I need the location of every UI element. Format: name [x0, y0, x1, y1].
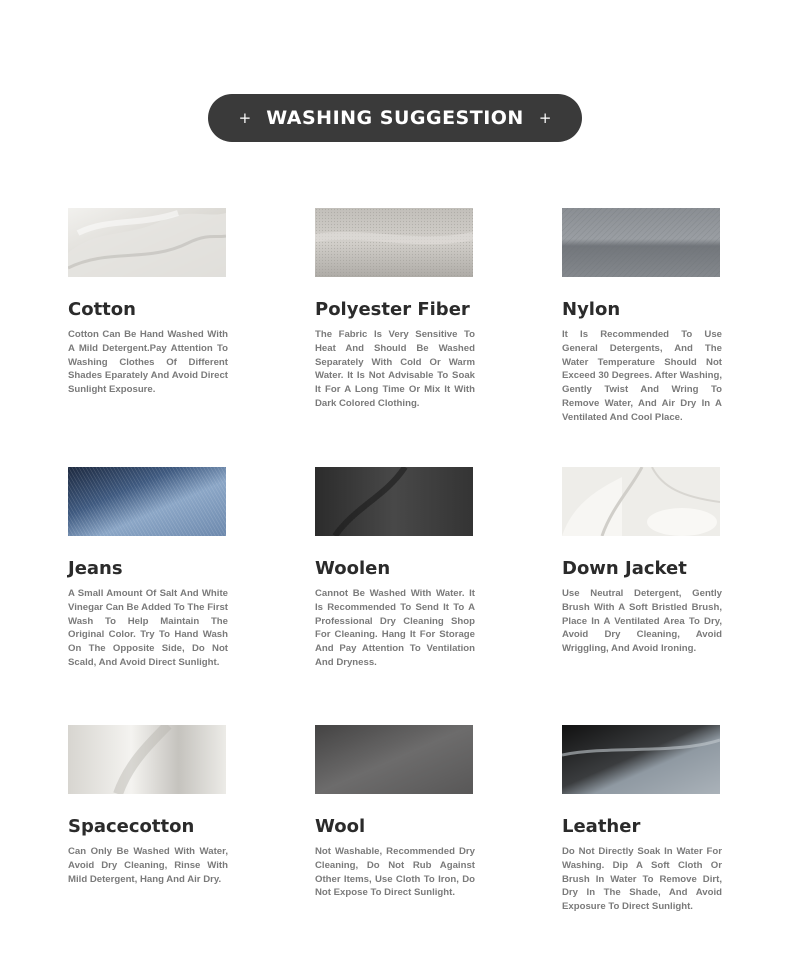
fabric-card-jeans: [68, 467, 243, 670]
fabric-description: Can Only Be Washed With Water, Avoid Dry Cleaning, Rinse With Mild Detergent, Hang And Air Dry.: [68, 846, 228, 885]
fabric-description: It Is Recommended To Use General Detergents, And The Water Temperature Should Not Exceed 30 Degrees. After Washing, Gently Twist And Wring To Remove Water, And Air Dry In A Ventilated And Cool Place.: [562, 329, 722, 423]
section-header: [208, 94, 582, 142]
jeans-fabric-swatch-icon: [68, 467, 226, 536]
fabric-name: Cotton: [68, 299, 136, 320]
fabric-name: Woolen: [315, 558, 391, 579]
plus-icon: +: [538, 108, 552, 127]
fabric-card-down-jacket: [562, 467, 737, 656]
fabric-description: Not Washable, Recommended Dry Cleaning, Do Not Rub Against Other Items, Use Cloth To Iron, Do Not Expose To Direct Sunlight.: [315, 846, 475, 899]
fabric-description: Cannot Be Washed With Water. It Is Recommended To Send It To A Professional Dry Cleaning Shop For Cleaning. Hang It For Storage And Pay Attention To Ventilation And Dryness.: [315, 588, 475, 668]
fabric-description: Do Not Directly Soak In Water For Washing. Dip A Soft Cloth Or Brush In Water To Remove Dirt, Dry In The Shade, And Avoid Exposure To Direct Sunlight.: [562, 846, 722, 913]
fabric-description: Use Neutral Detergent, Gently Brush With A Soft Bristled Brush, Place In A Ventilated Area To Dry, Avoid Dry Cleaning, Avoid Wriggling, And Avoid Ironing.: [562, 588, 722, 655]
fabric-card-cotton: [68, 208, 243, 397]
woolen-fabric-swatch-icon: [315, 467, 473, 536]
leather-fabric-swatch-icon: [562, 725, 720, 794]
fabric-description: A Small Amount Of Salt And White Vinegar Can Be Added To The First Wash To Help Maintain The Original Color. Try To Hand Wash On The Opposite Side, Do Not Scald, And Avoid Direct Sunlight.: [68, 588, 228, 668]
fabric-name: Spacecotton: [68, 816, 195, 837]
spacecotton-fabric-swatch-icon: [68, 725, 226, 794]
fabric-name: Polyester Fiber: [315, 299, 470, 320]
fabric-name: Leather: [562, 816, 641, 837]
fabric-description: Cotton Can Be Hand Washed With A Mild Detergent.Pay Attention To Washing Clothes Of Different Shades Eparately And Avoid Direct Sunlight Exposure.: [68, 329, 228, 396]
fabric-card-spacecotton: [68, 725, 243, 886]
fabric-card-nylon: [562, 208, 737, 425]
section-title: WASHING SUGGESTION: [266, 107, 524, 129]
fabric-card-polyester-fiber: [315, 208, 490, 411]
nylon-fabric-swatch-icon: [562, 208, 720, 277]
fabric-name: Wool: [315, 816, 366, 837]
plus-icon: +: [238, 108, 252, 127]
cotton-fabric-swatch-icon: [68, 208, 226, 277]
fabric-card-wool: [315, 725, 490, 900]
polyester-fabric-swatch-icon: [315, 208, 473, 277]
down-jacket-fabric-swatch-icon: [562, 467, 720, 536]
fabric-description: The Fabric Is Very Sensitive To Heat And Should Be Washed Separately With Cold Or Warm Water. It Is Not Advisable To Soak It For A Long Time Or Mix It With Dark Colored Clothing.: [315, 329, 475, 409]
fabric-card-leather: [562, 725, 737, 914]
fabric-name: Jeans: [68, 558, 123, 579]
fabric-name: Nylon: [562, 299, 621, 320]
fabric-name: Down Jacket: [562, 558, 687, 579]
wool-fabric-swatch-icon: [315, 725, 473, 794]
fabric-card-woolen: [315, 467, 490, 670]
